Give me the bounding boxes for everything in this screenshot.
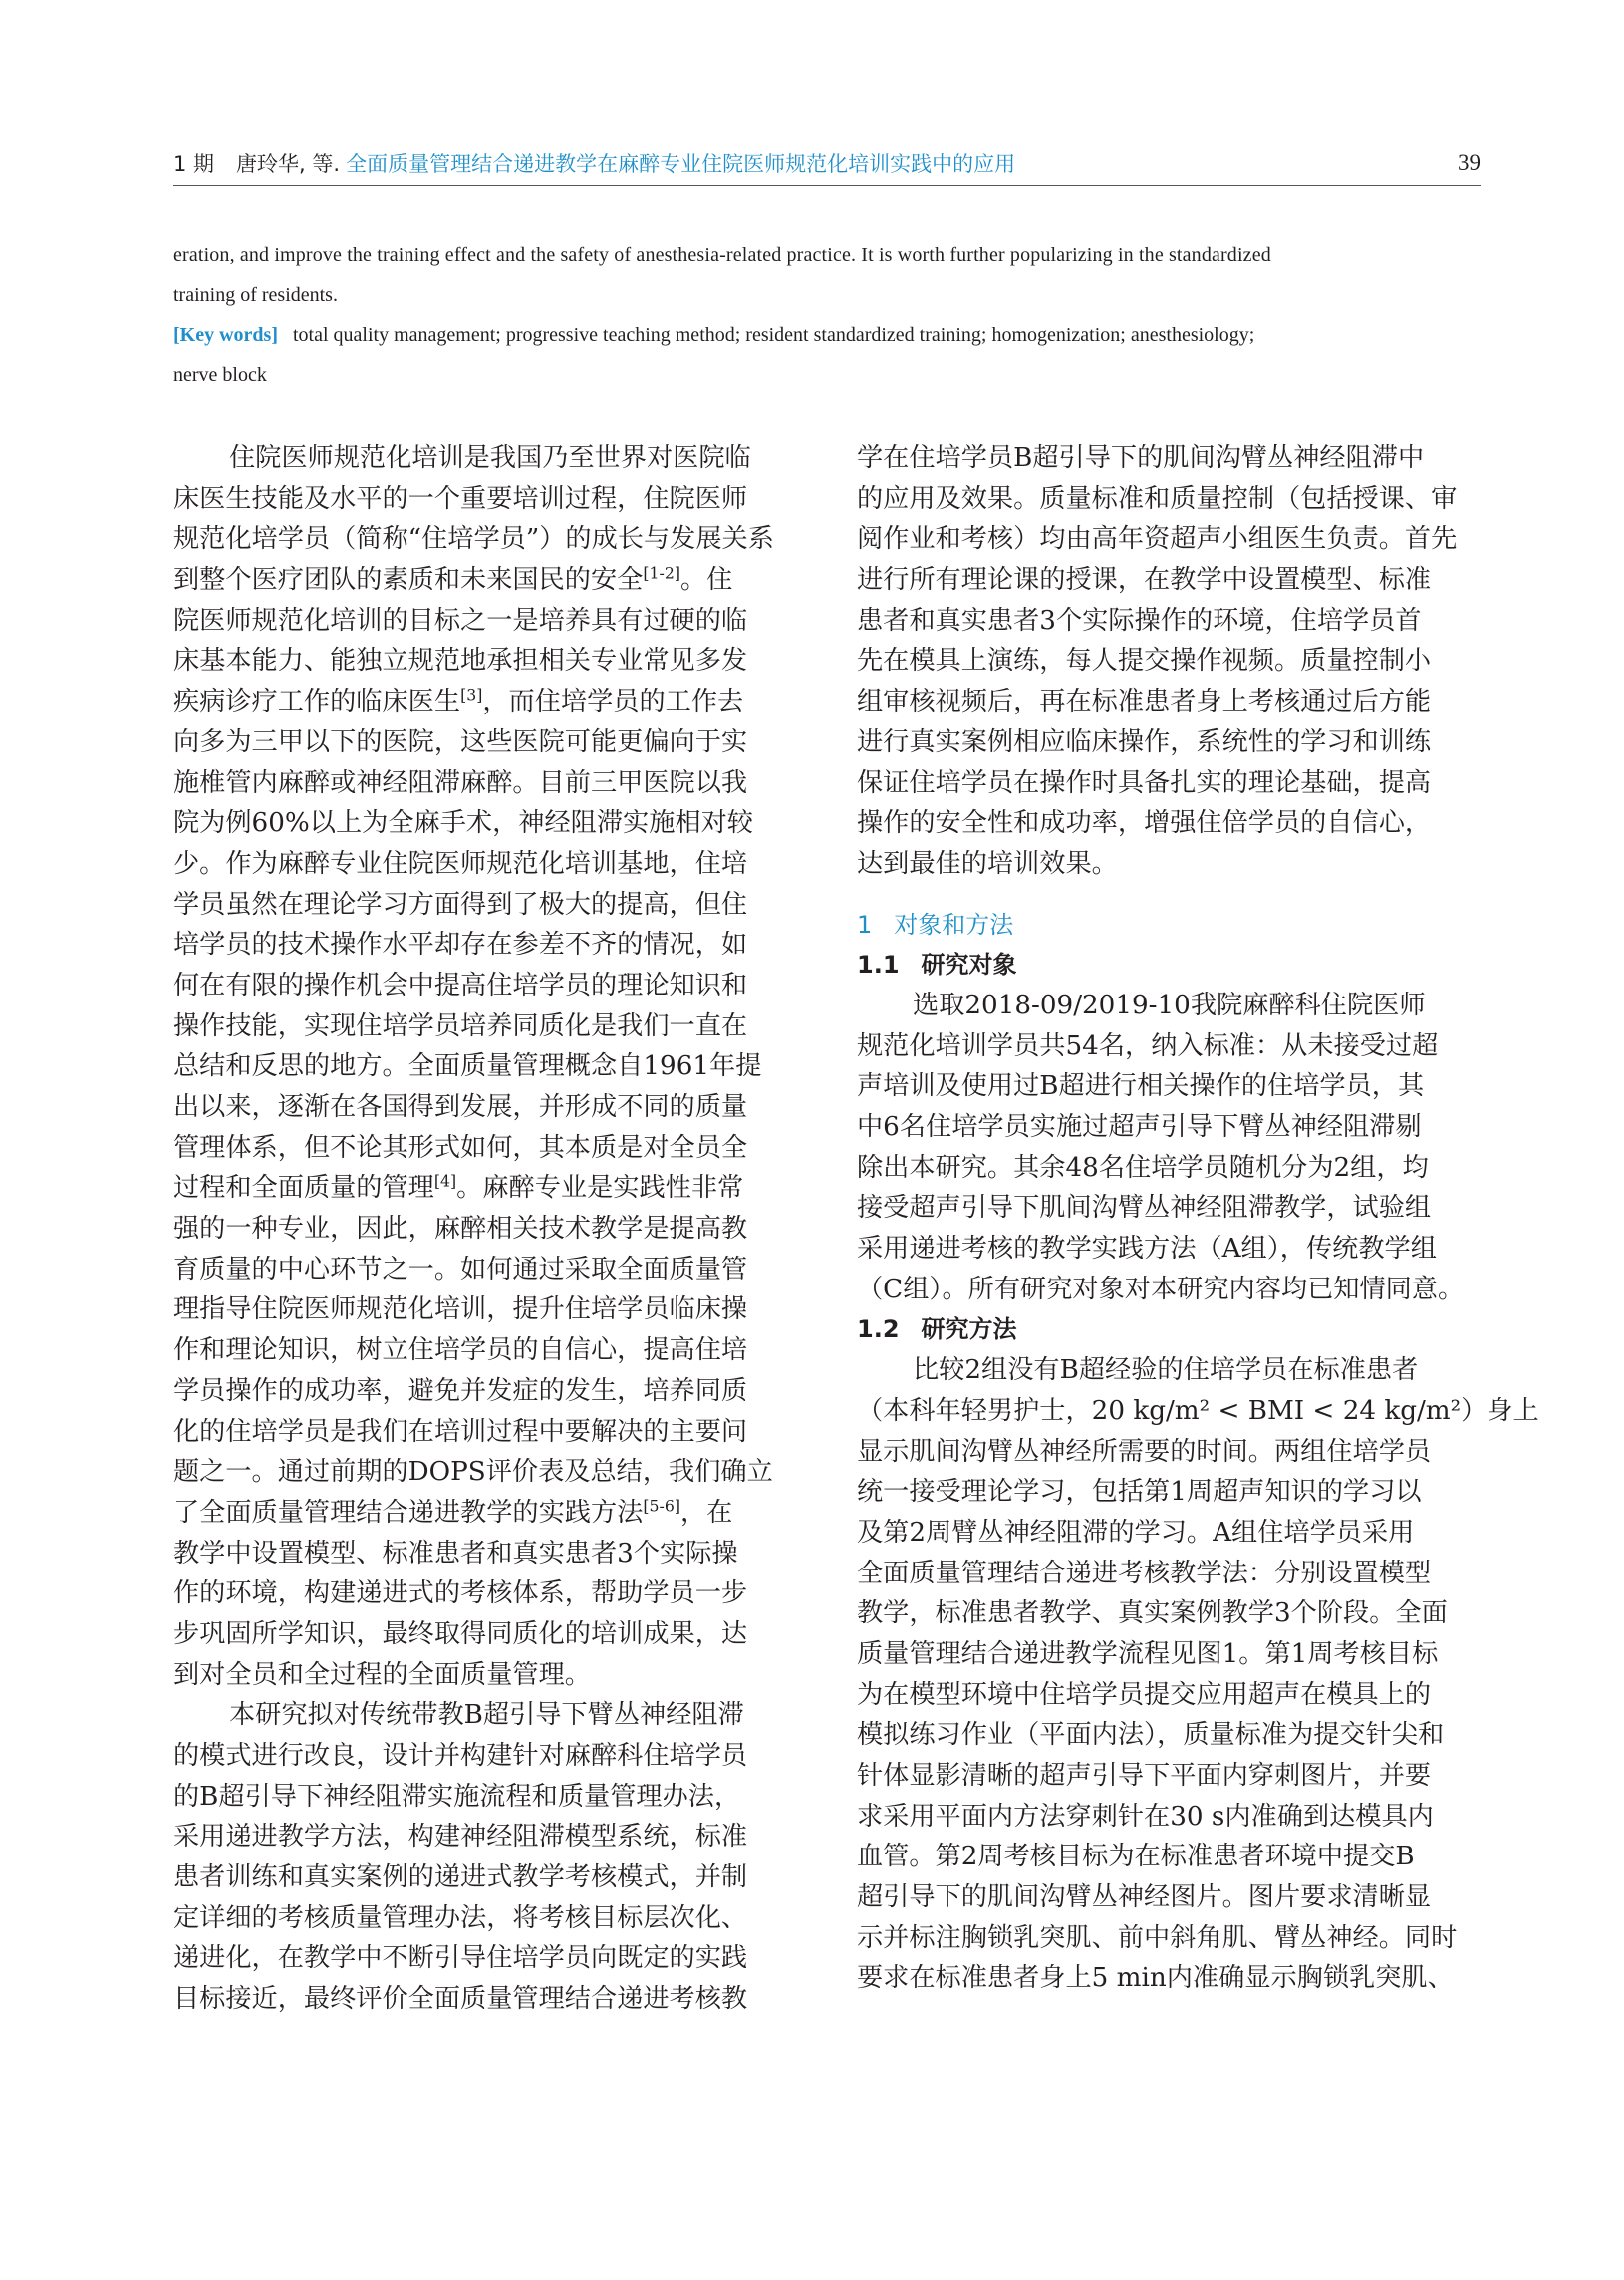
text-line (857, 1107, 1481, 1148)
line-text: 除出本研究。其余48名住培学员随机分为2组，均 (857, 1152, 1429, 1183)
line-text: 显示肌间沟臂丛神经所需要的时间。两组住培学员 (857, 1436, 1432, 1467)
line-text: 血管。第2周考核目标为在标准患者环境中提交B (857, 1842, 1415, 1872)
line-text-tail: ，而住培学员的工作去 (482, 687, 744, 717)
text-line (173, 601, 797, 642)
text-line (857, 763, 1481, 804)
line-text: 化的住培学员是我们在培训过程中要解决的主要问 (173, 1416, 748, 1447)
line-text: 的B超引导下神经阻滞实施流程和质量管理办法， (173, 1781, 741, 1812)
text-line (857, 519, 1481, 560)
line-text: 组审核视频后，再在标准患者身上考核通过后方能 (857, 687, 1432, 717)
text-line (173, 1979, 797, 2020)
line-text: 接受超声引导下肌间沟臂丛神经阻滞教学，试验组 (857, 1193, 1432, 1224)
line-text: 规范化培训学员共54名，纳入标准：从未接受过超 (857, 1030, 1439, 1061)
line-text: 理指导住院医师规范化培训，提升住培学员临床操 (173, 1294, 748, 1325)
line-text: （本科年轻男护士，20 kg/m² < BMI < 24 kg/m²）身上 (857, 1395, 1539, 1426)
text-line (173, 1777, 797, 1818)
text-line (173, 1412, 797, 1453)
line-text: 中6名住培学员实施过超声引导下臂丛神经阻滞剔 (857, 1112, 1422, 1142)
text-line (173, 1655, 797, 1696)
line-text: 床基本能力、能独立规范地承担相关专业常见多发 (173, 646, 748, 677)
text-line (857, 1918, 1481, 1959)
text-line (857, 1877, 1481, 1918)
line-text: 定详细的考核质量管理办法，将考核目标层次化、 (173, 1902, 748, 1933)
text-line (857, 601, 1481, 642)
line-text: 规范化培学员（简称“住培学员”）的成长与发展关系 (173, 524, 774, 555)
text-line (857, 1756, 1481, 1797)
text-line (173, 1493, 797, 1534)
page-number: 39 (1458, 150, 1481, 175)
text-line (173, 1289, 797, 1330)
text-line (857, 682, 1481, 722)
line-text: 进行所有理论课的授课，在教学中设置模型、标准 (857, 565, 1432, 596)
line-text: 学员虽然在理论学习方面得到了极大的提高，但住 (173, 889, 748, 920)
citation-ref: [1-2] (643, 563, 680, 583)
line-text: 递进化，在教学中不断引导住培学员向既定的实践 (173, 1943, 748, 1974)
text-line (173, 803, 797, 844)
header-authors: 唐玲华, 等. (236, 152, 341, 176)
citation-ref: [3] (460, 685, 483, 705)
line-text: 保证住培学员在操作时具备扎实的理论基础，提高 (857, 767, 1432, 798)
text-line (173, 560, 797, 601)
line-text: 采用递进教学方法，构建神经阻滞模型系统，标准 (173, 1822, 748, 1852)
text-line (173, 1006, 797, 1047)
header-title: 全面质量管理结合递进教学在麻醉专业住院医师规范化培训实践中的应用 (346, 152, 1016, 176)
text-line (173, 1736, 797, 1777)
line-text-tail: 。住 (679, 565, 733, 596)
text-line (857, 1350, 1481, 1391)
line-text: 过程和全面质量的管理 (173, 1173, 434, 1204)
section-number: 1.2 (857, 1315, 900, 1344)
text-line (857, 1837, 1481, 1877)
line-text: 目标接近，最终评价全面质量管理结合递进考核教 (173, 1984, 748, 2015)
text-line (173, 682, 797, 722)
text-line (857, 722, 1481, 763)
text-line (857, 1188, 1481, 1229)
line-text: 学员操作的成功率，避免并发症的发生，培养同质 (173, 1375, 748, 1406)
text-line (857, 1797, 1481, 1838)
text-line (173, 519, 797, 560)
line-text: 采用递进考核的教学实践方法（A组），传统教学组 (857, 1234, 1437, 1265)
line-text: 比较2组没有B超经验的住培学员在标准患者 (913, 1355, 1419, 1386)
text-line (173, 1614, 797, 1655)
text-line (173, 1452, 797, 1493)
text-line (173, 1128, 797, 1169)
section-heading (857, 905, 1481, 946)
line-text: 总结和反思的地方。全面质量管理概念自1961年提 (173, 1051, 762, 1082)
line-text: 模拟练习作业（平面内法），质量标准为提交针尖和 (857, 1720, 1445, 1751)
abstract-line: eration, and improve the training effect and the safety of anesthesia-related practice. It is worth further popularizing in the standardized (173, 244, 1271, 266)
text-line (857, 1066, 1481, 1107)
text-line (857, 1554, 1481, 1594)
text-line (173, 1330, 797, 1371)
text-line (173, 1938, 797, 1979)
left-column (173, 438, 797, 2020)
keywords-label: [Key words] (173, 324, 278, 346)
line-text: 作和理论知识，树立住培学员的自信心，提高住培 (173, 1335, 748, 1366)
line-text: 操作的安全性和成功率，增强住倍学员的自信心， (857, 808, 1432, 839)
text-line (857, 479, 1481, 520)
line-text: 到整个医疗团队的素质和未来国民的安全 (173, 565, 644, 596)
text-line (857, 1432, 1481, 1473)
line-text: 针体显影清晰的超声引导下平面内穿刺图片，并要 (857, 1761, 1432, 1791)
line-text: 管理体系，但不论其形式如何，其本质是对全员全 (173, 1132, 748, 1163)
line-text: 的模式进行改良，设计并构建针对麻醉科住培学员 (173, 1741, 748, 1771)
line-text: 操作技能，实现住培学员培养同质化是我们一直在 (173, 1010, 748, 1041)
issue-label: 1 期 (173, 152, 215, 176)
line-text: 为在模型环境中住培学员提交应用超声在模具上的 (857, 1679, 1432, 1710)
line-text: 选取2018-09/2019-10我院麻醉科住院医师 (913, 990, 1426, 1020)
line-text: 床医生技能及水平的一个重要培训过程，住院医师 (173, 483, 748, 514)
section-heading (857, 1309, 1481, 1350)
text-line (173, 1250, 797, 1290)
section-number: 1.1 (857, 951, 900, 980)
line-text: 进行真实案例相应临床操作，系统性的学习和训练 (857, 726, 1432, 757)
right-column (857, 438, 1539, 1999)
text-line (857, 1026, 1481, 1067)
abstract-line: training of residents. (173, 284, 338, 306)
text-line (857, 844, 1481, 885)
section-title: 研究对象 (921, 951, 1017, 980)
line-text: 作的环境，构建递进式的考核体系，帮助学员一步 (173, 1578, 748, 1609)
line-text: 培学员的技术操作水平却存在参差不齐的情况，如 (173, 930, 748, 961)
line-text: 少。作为麻醉专业住院医师规范化培训基地，住培 (173, 848, 748, 879)
line-text: 声培训及使用过B超进行相关操作的住培学员，其 (857, 1071, 1425, 1102)
text-line (173, 1168, 797, 1209)
text-line (857, 560, 1481, 601)
section-title: 对象和方法 (894, 910, 1014, 939)
line-text: 教学，标准患者教学、真实案例教学3个阶段。全面 (857, 1598, 1448, 1629)
text-line (173, 1573, 797, 1614)
text-line (173, 1857, 797, 1898)
keywords-line: nerve block (173, 364, 267, 386)
line-text: 院为例60%以上为全麻手术，神经阻滞实施相对较 (173, 808, 753, 839)
text-line (857, 1472, 1481, 1513)
text-line (857, 1229, 1481, 1270)
line-text: 阅作业和考核）均由高年资超声小组医生负责。首先 (857, 524, 1458, 555)
text-line (173, 1209, 797, 1250)
line-text: 强的一种专业，因此，麻醉相关技术教学是提高教 (173, 1214, 748, 1245)
line-text: 要求在标准患者身上5 min内准确显示胸锁乳突肌、 (857, 1963, 1454, 1994)
text-line (857, 1675, 1481, 1716)
line-text-tail: ，在 (679, 1497, 733, 1528)
line-text: 及第2周臂丛神经阻滞的学习。A组住培学员采用 (857, 1517, 1415, 1548)
text-line (857, 641, 1481, 682)
line-text: 了全面质量管理结合递进教学的实践方法 (173, 1497, 644, 1528)
text-line (173, 844, 797, 885)
text-line (857, 1270, 1481, 1310)
text-line (857, 1593, 1481, 1634)
text-line (173, 1817, 797, 1857)
line-text: 出以来，逐渐在各国得到发展，并形成不同的质量 (173, 1092, 748, 1122)
line-text: 达到最佳的培训效果。 (857, 848, 1118, 879)
line-text-tail: 。麻醉专业是实践性非常 (456, 1173, 744, 1204)
text-line (173, 1534, 797, 1574)
line-text: 患者和真实患者3个实际操作的环境，住培学员首 (857, 605, 1422, 636)
text-line (173, 925, 797, 966)
line-text: 何在有限的操作机会中提高住培学员的理论知识和 (173, 970, 748, 1000)
citation-ref: [4] (433, 1171, 457, 1191)
line-text: 住院医师规范化培训是我国乃至世界对医院临 (229, 443, 751, 473)
text-line (173, 885, 797, 926)
text-line (857, 1391, 1539, 1432)
text-line (173, 438, 797, 479)
citation-ref: [5-6] (643, 1496, 680, 1516)
line-text: 院医师规范化培训的目标之一是培养具有过硬的临 (173, 605, 748, 636)
line-text: 全面质量管理结合递进考核教学法：分别设置模型 (857, 1558, 1432, 1588)
text-line (857, 1513, 1481, 1554)
text-line (173, 1087, 797, 1128)
line-text: 步巩固所学知识，最终取得同质化的培训成果，达 (173, 1618, 748, 1649)
text-line (857, 438, 1481, 479)
text-line (857, 1148, 1481, 1189)
line-text: 疾病诊疗工作的临床医生 (173, 687, 461, 717)
text-line (857, 1715, 1481, 1756)
line-text: 题之一。通过前期的DOPS评价表及总结，我们确立 (173, 1457, 773, 1488)
line-text: 示并标注胸锁乳突肌、前中斜角肌、臂丛神经。同时 (857, 1922, 1458, 1953)
text-line (173, 763, 797, 804)
text-line (173, 641, 797, 682)
line-text: 患者训练和真实案例的递进式教学考核模式，并制 (173, 1862, 748, 1893)
line-text: 先在模具上演练，每人提交操作视频。质量控制小 (857, 646, 1432, 677)
line-text: 统一接受理论学习，包括第1周超声知识的学习以 (857, 1477, 1422, 1508)
line-text: 施椎管内麻醉或神经阻滞麻醉。目前三甲医院以我 (173, 767, 748, 798)
text-line (857, 1634, 1481, 1675)
header-rule (173, 185, 1481, 186)
text-line (173, 1898, 797, 1939)
text-line (173, 966, 797, 1006)
text-line (857, 1958, 1481, 1999)
line-text: 育质量的中心环节之一。如何通过采取全面质量管 (173, 1254, 748, 1284)
line-text: （C组）。所有研究对象对本研究内容均已知情同意。 (857, 1274, 1465, 1304)
line-text: 本研究拟对传统带教B超引导下臂丛神经阻滞 (229, 1700, 744, 1731)
line-text: 超引导下的肌间沟臂丛神经图片。图片要求清晰显 (857, 1882, 1432, 1913)
line-text: 教学中设置模型、标准患者和真实患者3个实际操 (173, 1538, 738, 1568)
abstract-block (173, 235, 1481, 395)
line-text: 质量管理结合递进教学流程见图1。第1周考核目标 (857, 1638, 1439, 1669)
keywords-text: total quality management; progressive teaching method; resident standardized training; homogenization; anesthesiology; (292, 324, 1255, 346)
text-line (173, 1046, 797, 1087)
text-line (857, 986, 1481, 1026)
section-number: 1 (857, 910, 873, 939)
section-heading (857, 945, 1481, 986)
line-text: 到对全员和全过程的全面质量管理。 (173, 1659, 591, 1690)
line-text: 求采用平面内方法穿刺针在30 s内准确到达模具内 (857, 1801, 1434, 1832)
keywords-line (173, 315, 1481, 355)
text-line (173, 722, 797, 763)
section-title: 研究方法 (921, 1315, 1017, 1344)
text-line (173, 1695, 797, 1736)
text-line (857, 803, 1481, 844)
text-line (173, 1371, 797, 1412)
line-text: 向多为三甲以下的医院，这些医院可能更偏向于实 (173, 726, 748, 757)
line-text: 的应用及效果。质量标准和质量控制（包括授课、审 (857, 483, 1458, 514)
running-header (173, 143, 1481, 183)
line-text: 学在住培学员B超引导下的肌间沟臂丛神经阻滞中 (857, 443, 1425, 473)
text-line (173, 479, 797, 520)
